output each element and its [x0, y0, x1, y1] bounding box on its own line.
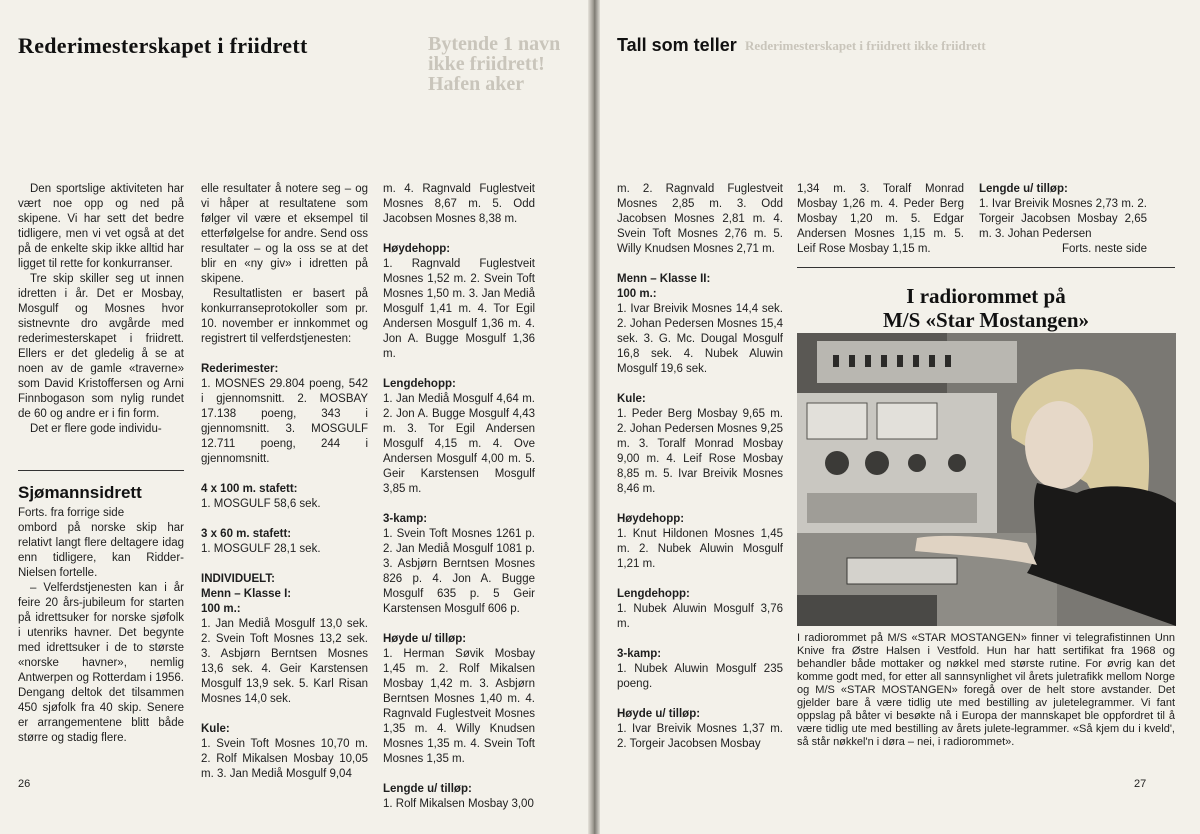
continued-from-note: Forts. fra forrige side: [18, 507, 125, 519]
right-column-2: [797, 182, 964, 257]
result-continued: 1,34 m. 3. Toralf Monrad Mosbay 1,26 m. 4. Peder Berg Mosbay 1,20 m. 5. Edgar Andersen Mosnes 1,15 m. 5. Leif Rose Mosbay 1,15 m.: [797, 183, 964, 255]
page-title-left: Rederimesterskapet i friidrett: [18, 33, 308, 58]
result-lengde-uten-tillop-klasse1: [383, 782, 535, 812]
result-text: 1. Ivar Breivik Mosnes 2,73 m. 2. Torgeir Jacobsen Mosbay 2,65 m. 3. Johan Pedersen: [979, 198, 1147, 240]
intro-paragraph-3: Det er flere gode individu-: [30, 423, 162, 435]
left-column-3: [383, 182, 535, 812]
result-hoyde-uten-tillop-klasse2: [617, 707, 783, 752]
result-text: 1. MOSGULF 58,6 sek.: [201, 498, 321, 510]
left-column-1: [18, 182, 184, 437]
show-through-text-right: Rederimesterskapet i friidrett ikke friidrett: [745, 38, 986, 53]
result-text: 1. Ivar Breivik Mosnes 14,4 sek. 2. Johan Pedersen Mosnes 15,4 sek. 3. G. Mc. Dougal Mosgulf 16,8 sek. 4. Nubek Aluwin Mosgulf 19,6 sek.: [617, 303, 783, 375]
result-text: 1. Svein Toft Mosnes 10,70 m. 2. Rolf Mikalsen Mosbay 10,05 m. 3. Jan Mediå Mosgulf 9,04: [201, 738, 368, 780]
right-column-3: [979, 182, 1147, 257]
result-kule-klasse2: [617, 392, 783, 497]
result-3kamp-klasse1: [383, 512, 535, 617]
radio-room-illustration: [797, 333, 1176, 626]
result-text: 1. Nubek Aluwin Mosgulf 3,76 m.: [617, 603, 783, 630]
book-spine: [588, 0, 600, 834]
result-heading: 3 x 60 m. stafett:: [201, 528, 292, 540]
result-heading: Høydehopp:: [383, 243, 451, 255]
radio-title-line-1: I radiorommet på: [906, 284, 1066, 308]
result-heading: 100 m.:: [617, 288, 657, 300]
result-continued: m. 2. Ragnvald Fuglestveit Mosnes 2,85 m. 3. Odd Jacobsen Mosnes 2,81 m. 4. Svein Toft Mosnes 2,76 m. 5. Willy Knudsen Mosnes 2,71 m.: [617, 183, 783, 255]
result-heading: 3-kamp:: [617, 648, 662, 660]
result-heading: 3-kamp:: [383, 513, 428, 525]
result-text: 1. Svein Toft Mosnes 1261 p. 2. Jan Mediå Mosgulf 1081 p. 3. Asbjørn Berntsen Mosnes 826 p. 4. Jon A. Bugge Mosgulf 635 p. 5 Geir Karstensen Mosgulf 606 p.: [383, 528, 535, 615]
result-hoydehopp-klasse1: [383, 242, 535, 362]
result-100m-klasse2: [617, 272, 783, 377]
result-text: 1. Herman Søvik Mosbay 1,45 m. 2. Rolf Mikalsen Mosbay 1,42 m. 3. Asbjørn Berntsen Mosnes 1,40 m. 4. Ragnvald Fuglestveit Mosnes 1,35 m. 4. Willy Knudsen Mosnes 1,35 m. 4. Svein Toft Mosnes 1,35 m.: [383, 648, 535, 765]
intro-paragraph-1: Den sportslige aktiviteten har vært noe opp og ned på skipene. Vi har sett det bedre tidligere, men vi vet også at det på de enkelte skip ikke alltid har ligget til rette for konkurranser.: [18, 183, 184, 270]
result-heading: Lengde u/ tilløp:: [979, 183, 1068, 195]
result-subheading: Menn – Klasse I:: [201, 588, 292, 600]
result-lengdehopp-klasse2: [617, 587, 783, 632]
result-text: 1. MOSGULF 28,1 sek.: [201, 543, 321, 555]
page-number-right: 27: [1134, 778, 1147, 790]
result-kule-klasse1: [201, 722, 368, 782]
result-text: 1. Nubek Aluwin Mosgulf 235 poeng.: [617, 663, 783, 690]
result-heading: Rederimester:: [201, 363, 279, 375]
result-heading: Lengdehopp:: [617, 588, 690, 600]
left-column-2: [201, 182, 368, 782]
result-heading: Kule:: [617, 393, 646, 405]
radio-title-line-2: M/S «Star Mostangen»: [882, 308, 1090, 332]
result-heading: Kule:: [201, 723, 230, 735]
sport-paragraph-1: ombord på norske skip har relativt langt flere deltagere idag enn tidligere, kan Ridder-Nielsen fortelle.: [18, 522, 184, 579]
result-heading: Lengdehopp:: [383, 378, 456, 390]
radio-photo-caption: I radiorommet på M/S «STAR MOSTANGEN» finner vi telegrafistinnen Unn Knive fra Østre Halsen i Vestfold. Hun har hatt sertifikat fra 1968 og behandler både mottaker og nøkkel med største rutine. For øvrig kan det komme godt med, for etter all sannsynlighet vil årets juletrafikk mellom Norge og M/S «STAR MOSTANGEN» foregå over de helt store avstander. Det gjelder bare å være tidlig ute med bestilling av juletelegrammer. Vi fant oppslag på båter vi besøkte nå i Europa der mannskapet ble oppfordret til å være tidlig ute med bestilling av årets julete-legrammer. «Så kjem du i kveld', så står nøkkel'n i døra – nei, i radiorommet».: [797, 632, 1175, 748]
result-hoydehopp-klasse2: [617, 512, 783, 572]
radio-room-photo: [797, 333, 1176, 626]
page-number-left: 26: [18, 778, 31, 790]
sport-paragraph-2: – Velferdstjenesten kan i år feire 20 års-jubileum for starten på idrettsuker for norske sjøfolk i utenriks havner. Det begynte med idrettsuker i de to største «norske havner», nemlig Antwerpen og Rotterdam i 1956. Dengang deltok det tilsammen 450 sjøfolk fra 40 skip. Senere er arrangementene blitt både større og stadig flere.: [18, 582, 184, 744]
show-through-text-left: Bytende 1 navn ikke friidrett! Hafen aker: [428, 33, 561, 95]
result-heading: 4 x 100 m. stafett:: [201, 483, 298, 495]
result-text: 1. Knut Hildonen Mosnes 1,45 m. 2. Nubek Aluwin Mosgulf 1,21 m.: [617, 528, 783, 570]
result-relay-3x60: [201, 527, 368, 557]
result-text: 1. Ragnvald Fuglestveit Mosnes 1,52 m. 2. Svein Toft Mosnes 1,50 m. 3. Jan Mediå Mosgulf 1,41 m. 4. Tor Egil Andersen Mosgulf 1,36 m. 4. Jon A. Bugge Mosgulf 1,36 m.: [383, 258, 535, 360]
result-heading: 100 m.:: [201, 603, 241, 615]
result-relay-4x100: [201, 482, 368, 512]
result-hoyde-uten-tillop-klasse1: [383, 632, 535, 767]
left-column-1-lower: [18, 506, 184, 746]
result-heading: Lengde u/ tilløp:: [383, 783, 472, 795]
result-heading: Høyde u/ tilløp:: [383, 633, 467, 645]
result-100m-klasse1: [201, 572, 368, 707]
result-heading: Høyde u/ tilløp:: [617, 708, 701, 720]
section-divider: [18, 470, 184, 471]
result-continued: m. 4. Ragnvald Fuglestveit Mosnes 8,67 m. 5. Odd Jacobsen Mosnes 8,38 m.: [383, 183, 535, 225]
result-lengdehopp-klasse1: [383, 377, 535, 497]
radio-section-divider: [797, 267, 1175, 268]
results-basis: Resultatlisten er basert på konkurranseprotokoller som pr. 10. november er innkommet og registrert til velferdstjenesten:: [201, 288, 368, 345]
result-heading: INDIVIDUELT:: [201, 573, 275, 585]
result-text: 1. Jan Mediå Mosgulf 13,0 sek. 2. Svein Toft Mosnes 13,2 sek. 3. Asbjørn Berntsen Mosnes 13,6 sek. 4. Geir Karstensen Mosgulf 13,9 sek. 5. Karl Risan Mosnes 14,0 sek.: [201, 618, 368, 705]
result-rederimester: [201, 362, 368, 467]
radio-article-title: [797, 284, 1175, 332]
result-text: 1. Rolf Mikalsen Mosbay 3,00: [383, 798, 534, 810]
intro-paragraph-2: Tre skip skiller seg ut innen idretten i år. Det er Mosbay, Mosgulf og Mosnes hvor sistnevnte dro avgårde med rederimesterskapet i friidrett. Ellers er det gledelig å se at noen av de gamle «traverne» som David Kristoffersen og Arni Finnbogason som nylig rundet de 60 og andre er i fin form.: [18, 273, 184, 420]
result-text: 1. Ivar Breivik Mosnes 1,37 m. 2. Torgeir Jacobsen Mosbay: [617, 723, 783, 750]
intro-continued: elle resultater å notere seg – og vi håper at resultatene som følger vil være et eksempel til etterfølgelse for andre. Send oss resultater – og la oss se at det blir en «ny giv» i idretten på skipene.: [201, 183, 368, 285]
page-title-right: Tall som teller: [617, 35, 737, 55]
continued-note: Forts. neste side: [1061, 243, 1147, 255]
result-heading: Høydehopp:: [617, 513, 685, 525]
right-column-1: [617, 182, 783, 752]
result-text: 1. Peder Berg Mosbay 9,65 m. 2. Johan Pedersen Mosnes 9,25 m. 3. Toralf Monrad Mosbay 9,00 m. 4. Leif Rose Mosbay 8,85 m. 5. Ivar Breivik Mosnes 8,46 m.: [617, 408, 783, 495]
result-text: 1. MOSNES 29.804 poeng, 542 i gjennomsnitt. 2. MOSBAY 17.138 poeng, 343 i gjennomsnitt. 3. MOSGULF 12.711 poeng, 244 i gjennomsnitt.: [201, 378, 368, 465]
section-title-sjomannsidrett: Sjømannsidrett: [18, 483, 142, 502]
result-subheading: Menn – Klasse II:: [617, 273, 711, 285]
result-text: 1. Jan Mediå Mosgulf 4,64 m. 2. Jon A. Bugge Mosgulf 4,43 m. 3. Tor Egil Andersen Mosgulf 4,15 m. 4. Ove Andersen Mosgulf 4,00 m. 5. Geir Karstensen Mosgulf 3,85 m.: [383, 393, 535, 495]
result-3kamp-klasse2: [617, 647, 783, 692]
